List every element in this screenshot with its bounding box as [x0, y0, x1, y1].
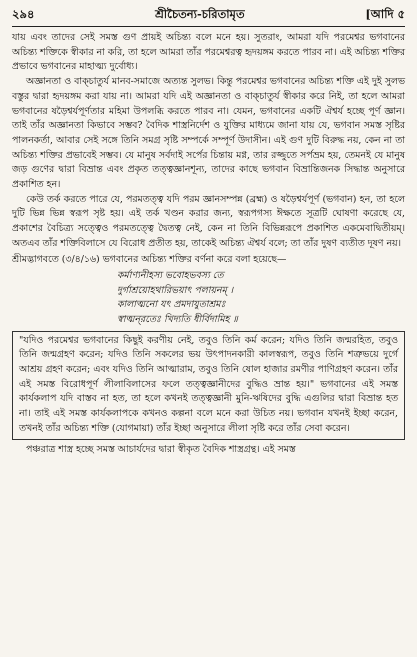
paragraph-3: কেউ তর্ক করতে পারে যে, পরমতত্ত্ব যদি পরম জ্ঞানসম্পন্ন (ব্রহ্ম) ও ষড়ৈশ্বর্যপূর্ণ (ভগবান) হন, তা হলে দুটি ভিন্ন ভিন্ন স্বরূপ সৃষ্ট হয়। এই তর্ক খণ্ডন করার জন্য, স্বরূপগস্য ঈক্ষতে সূত্রটি ঘোষণা করেছে যে, প্রকাশের বৈচিত্র্য সত্ত্বেও পরমতত্ত্বে দ্বৈতত্ব নেই, কেন না তিনি বিভিন্নরূপে প্রকাশিত একমেবাদ্বিতীয়ম্। অতএব তাঁর শক্তিবিলাসে যে বিরোধ প্রতীত হয়, তাকেই অচিন্ত্য ঐশ্বর্য বলে; তা তাঁর দুষণ ব্যতীত দূষণ নয়।: [12, 193, 405, 249]
closing-paragraph: পঞ্চরাত্র শাস্ত্র হচ্ছে সমস্ত আচার্যদের দ্বারা স্বীকৃত বৈদিক শাস্ত্রগ্রন্থ। এই সমস্ত: [26, 443, 296, 455]
sanskrit-verse: [12, 269, 405, 327]
paragraph-2: অজ্ঞানতা ও বাক্চাতুর্য মানব-সমাজে অত্যন্ত সুলভ। কিন্তু পরমেশ্বর ভগবানের অচিন্ত্য শক্তি এই দুই সুলভ বস্তুর দ্বারা হৃদয়ঙ্গম করা যায় না। আমরা যদি এই অজ্ঞানতা ও বাক্চাতুর্য স্বীকার করে নিই, তা হলে আমরা ভগবানের ষড়ৈশ্বর্যপূর্ণতার মহিমা উপলব্ধি করতে পারব না। যেমন, ভগবানের একটি ঐশ্বর্য হচ্ছে পূর্ণ জ্ঞান। তাই তাঁর অজ্ঞানতা কিভাবে সম্ভব? বৈদিক শাস্ত্রনির্দেশ ও যুক্তির মাধ্যমে জানা যায় যে, ভগবান সমস্ত সৃষ্টির পালনকর্তা, আবার সেই সঙ্গে তিনি সমগ্র সৃষ্টি সম্পর্কে সম্পূর্ণ উদাসীন। এই গুণ দুটি বিরুদ্ধ নয়, কেন না তা অচিন্ত্য শক্তির প্রভাবেই সম্ভব। যে মানুষ সর্বদাই সর্পের চিন্তায় মগ্ন, তার রজ্জুতে সর্পভ্রম হয়, তেমনই যে মানুষ জড় গুণের দ্বারা বিভ্রান্ত এবং প্রকৃত তত্ত্বজ্ঞানশূন্য, তাদের কাছে ভগবান বিভ্রান্তিজনক সিদ্ধান্ত অনুসারে প্রকাশিত হন।: [12, 76, 405, 191]
book-title: শ্রীচৈতন্য-চরিতামৃত: [155, 7, 245, 21]
section-label: [আদি ৫: [365, 7, 405, 21]
translation-text: "যদিও পরমেশ্বর ভগবানের কিছুই করণীয় নেই, তবুও তিনি কর্ম করেন; যদিও তিনি জন্মরহিত, তবুও তিনি জন্মগ্রহণ করেন; যদিও তিনি সকলের ভয় উৎপাদনকারী কালস্বরূপ, তবুও তিনি শত্রুভয়ে দুর্গে আশ্রয় গ্রহণ করেন; এবং যদিও তিনি আত্মারাম, তবুও তিনি ষোল হাজার রমণীর পাণিগ্রহণ করেন। তাঁর এই সমস্ত বিরোধপূর্ণ লীলাবিলাসের ফলে তত্ত্বজ্ঞানীদের বুদ্ধিও ভ্রান্ত হয়।" ভগবানের এই সমস্ত কার্যকলাপ যদি বাস্তব না হত, তা হলে কখনই তত্ত্বজ্ঞানী মুনি-ঋষিদের বুদ্ধি এগুলির দ্বারা বিভ্রান্ত হত না। তাই এই সমস্ত কার্যকলাপকে কখনও কল্পনা বলে মনে করা উচিত নয়। ভগবান যখনই ইচ্ছা করেন, তখনই তাঁর অচিন্ত্য শক্তি (যোগমায়া) তাঁর ইচ্ছা অনুসারে লীলা সৃষ্টি করে তাঁর সেবা করেন।: [19, 334, 398, 434]
paragraph-1: যায় এবং তাদের সেই সমস্ত গুণ প্রায়ই অচিন্ত্য বলে মনে হয়। সুতরাং, আমরা যদি পরমেশ্বর ভগবানের অচিন্ত্য শক্তিকে স্বীকার না করি, তা হলে আমরা তাঁর পরমেশ্বরত্ব হৃদয়ঙ্গম করতে পারব না। এই অচিন্ত্য শক্তির প্রভাবে ভগবানের মাহাত্ম্য দুর্বোধ্য।: [12, 32, 405, 73]
verse-line: স্বাত্মন্‌রতেঃ খিদ্যতি ধীর্বিদামিহ ॥: [117, 314, 238, 326]
verse-intro: শ্রীমদ্ভাগবতে (৩/৪/১৬) ভগবানের অচিন্ত্য শক্তির বর্ণনা করে বলা হয়েছে—: [12, 253, 287, 265]
translation-box: [12, 331, 405, 440]
page-number: ২৯৪: [12, 7, 35, 21]
verse-line: কর্মাণ্যনীহস্য ভবোহভবস্য তে: [117, 270, 224, 282]
page-header: [12, 6, 405, 24]
verse-line: দুর্গাশ্রয়োহথারিভয়াৎ পলায়নম্ ।: [117, 284, 234, 296]
header-rule: [12, 26, 405, 27]
verse-line: কালাত্মনো যৎ প্রমদাযুতাশ্রমঃ: [117, 299, 226, 311]
